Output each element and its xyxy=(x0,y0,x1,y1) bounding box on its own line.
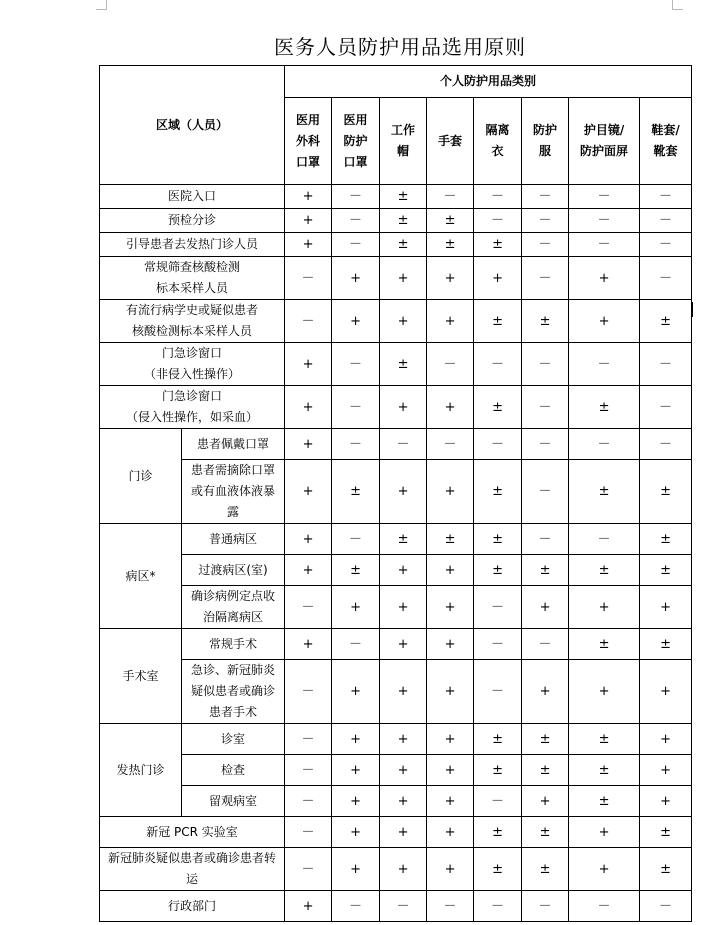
ppe-mark-cell: ± xyxy=(640,524,692,555)
table-row xyxy=(100,209,692,233)
ppe-mark-cell: + xyxy=(332,786,380,817)
table-row xyxy=(100,660,692,724)
ppe-mark-cell: + xyxy=(640,786,692,817)
ppe-mark-cell: + xyxy=(285,460,332,524)
ppe-mark-cell: ± xyxy=(474,386,522,429)
ppe-mark-cell: + xyxy=(332,848,380,891)
ppe-mark-cell: ± xyxy=(474,460,522,524)
header-column: 医用 外科 口罩 xyxy=(285,98,332,185)
ppe-mark-cell: + xyxy=(380,555,427,586)
ppe-mark-cell: － xyxy=(569,233,640,257)
row-label: 预检分诊 xyxy=(100,209,285,233)
ppe-mark-cell: + xyxy=(285,233,332,257)
table-row xyxy=(100,257,692,300)
row-label: 引导患者去发热门诊人员 xyxy=(100,233,285,257)
header-column: 隔离 衣 xyxy=(474,98,522,185)
row-label: 行政部门 xyxy=(100,891,285,922)
ppe-mark-cell: － xyxy=(285,660,332,724)
ppe-mark-cell: － xyxy=(569,524,640,555)
table-row xyxy=(100,185,692,209)
header-area: 区域（人员） xyxy=(100,66,285,185)
ppe-mark-cell: ± xyxy=(380,185,427,209)
ppe-mark-cell: + xyxy=(332,257,380,300)
table-row xyxy=(100,524,692,555)
row-label: 过渡病区(室) xyxy=(182,555,285,586)
ppe-mark-cell: + xyxy=(332,586,380,629)
ppe-mark-cell: － xyxy=(427,891,474,922)
ppe-mark-cell: + xyxy=(332,755,380,786)
ppe-mark-cell: + xyxy=(427,555,474,586)
ppe-mark-cell: + xyxy=(427,460,474,524)
table-row xyxy=(100,817,692,848)
ppe-mark-cell: － xyxy=(522,891,569,922)
row-label: 常规筛查核酸检测 标本采样人员 xyxy=(100,257,285,300)
ppe-mark-cell: + xyxy=(380,817,427,848)
ppe-mark-cell: ± xyxy=(522,817,569,848)
ppe-mark-cell: + xyxy=(380,660,427,724)
ppe-mark-cell: ± xyxy=(380,343,427,386)
ppe-mark-cell: + xyxy=(380,848,427,891)
ppe-mark-cell: － xyxy=(522,343,569,386)
ppe-mark-cell: + xyxy=(569,300,640,343)
row-group-label: 发热门诊 xyxy=(100,724,182,817)
ppe-mark-cell: － xyxy=(569,891,640,922)
ppe-mark-cell: － xyxy=(474,586,522,629)
ppe-mark-cell: + xyxy=(285,524,332,555)
ppe-mark-cell: + xyxy=(285,386,332,429)
ppe-mark-cell: ± xyxy=(474,848,522,891)
ppe-mark-cell: + xyxy=(285,629,332,660)
ppe-mark-cell: － xyxy=(332,386,380,429)
ppe-mark-cell: － xyxy=(285,755,332,786)
ppe-mark-cell: － xyxy=(522,185,569,209)
ppe-mark-cell: － xyxy=(640,386,692,429)
ppe-mark-cell: － xyxy=(332,891,380,922)
ppe-mark-cell: ± xyxy=(380,524,427,555)
ppe-mark-cell: ± xyxy=(569,786,640,817)
ppe-mark-cell: + xyxy=(640,724,692,755)
header-column: 工作 帽 xyxy=(380,98,427,185)
ppe-mark-cell: ± xyxy=(522,755,569,786)
ppe-mark-cell: ± xyxy=(640,460,692,524)
ppe-mark-cell: － xyxy=(380,891,427,922)
ppe-mark-cell: － xyxy=(640,185,692,209)
row-label: 患者需摘除口罩 或有血液体液暴 露 xyxy=(182,460,285,524)
ppe-mark-cell: － xyxy=(474,660,522,724)
ppe-mark-cell: + xyxy=(380,629,427,660)
ppe-mark-cell: ± xyxy=(522,724,569,755)
ppe-mark-cell: + xyxy=(332,724,380,755)
header-column: 护目镜/ 防护面屏 xyxy=(569,98,640,185)
row-label: 新冠 PCR 实验室 xyxy=(100,817,285,848)
ppe-mark-cell: ± xyxy=(640,848,692,891)
ppe-mark-cell: ± xyxy=(427,233,474,257)
ppe-mark-cell: ± xyxy=(522,848,569,891)
table-row xyxy=(100,891,692,922)
ppe-mark-cell: － xyxy=(285,786,332,817)
row-label: 门急诊窗口 （非侵入性操作） xyxy=(100,343,285,386)
ppe-mark-cell: － xyxy=(285,586,332,629)
ppe-mark-cell: ± xyxy=(640,555,692,586)
ppe-mark-cell: ± xyxy=(522,300,569,343)
ppe-mark-cell: + xyxy=(569,817,640,848)
ppe-mark-cell: + xyxy=(285,343,332,386)
ppe-mark-cell: － xyxy=(332,233,380,257)
ppe-mark-cell: ± xyxy=(569,755,640,786)
ppe-mark-cell: － xyxy=(640,343,692,386)
ppe-mark-cell: － xyxy=(332,429,380,460)
ppe-mark-cell: + xyxy=(569,257,640,300)
ppe-mark-cell: ± xyxy=(474,817,522,848)
table-row xyxy=(100,629,692,660)
header-column: 鞋套/ 靴套 xyxy=(640,98,692,185)
row-label: 有流行病学史或疑似患者 核酸检测标本采样人员 xyxy=(100,300,285,343)
row-label: 患者佩戴口罩 xyxy=(182,429,285,460)
ppe-mark-cell: － xyxy=(522,209,569,233)
ppe-mark-cell: ± xyxy=(332,555,380,586)
row-label: 检查 xyxy=(182,755,285,786)
ppe-mark-cell: + xyxy=(522,586,569,629)
ppe-mark-cell: + xyxy=(569,848,640,891)
ppe-mark-cell: － xyxy=(569,429,640,460)
ppe-mark-cell: － xyxy=(332,629,380,660)
ppe-mark-cell: － xyxy=(640,429,692,460)
ppe-mark-cell: + xyxy=(522,786,569,817)
ppe-mark-cell: － xyxy=(474,429,522,460)
row-label: 医院入口 xyxy=(100,185,285,209)
table-row xyxy=(100,233,692,257)
ppe-mark-cell: － xyxy=(474,343,522,386)
ppe-mark-cell: ± xyxy=(640,629,692,660)
document-title: 医务人员防护用品选用原则 xyxy=(274,35,526,59)
table-row xyxy=(100,300,692,343)
ppe-mark-cell: ± xyxy=(332,460,380,524)
ppe-mark-cell: － xyxy=(640,257,692,300)
ppe-mark-cell: － xyxy=(285,817,332,848)
ppe-mark-cell: － xyxy=(640,891,692,922)
ppe-mark-cell: + xyxy=(427,817,474,848)
ppe-mark-cell: － xyxy=(474,891,522,922)
ppe-mark-cell: ± xyxy=(474,724,522,755)
ppe-mark-cell: － xyxy=(427,185,474,209)
ppe-mark-cell: － xyxy=(474,209,522,233)
ppe-mark-cell: ± xyxy=(569,386,640,429)
ppe-mark-cell: + xyxy=(285,555,332,586)
ppe-mark-cell: － xyxy=(640,233,692,257)
ppe-mark-cell: ± xyxy=(427,524,474,555)
ppe-mark-cell: － xyxy=(522,257,569,300)
ppe-mark-cell: + xyxy=(285,209,332,233)
ppe-mark-cell: + xyxy=(427,300,474,343)
ppe-mark-cell: ± xyxy=(522,555,569,586)
ppe-mark-cell: － xyxy=(522,429,569,460)
ppe-mark-cell: + xyxy=(380,755,427,786)
ppe-mark-cell: － xyxy=(640,209,692,233)
ppe-mark-cell: ± xyxy=(474,755,522,786)
ppe-mark-cell: + xyxy=(285,891,332,922)
ppe-mark-cell: + xyxy=(522,660,569,724)
ppe-mark-cell: － xyxy=(285,257,332,300)
header-group: 个人防护用品类别 xyxy=(285,66,692,98)
ppe-mark-cell: + xyxy=(640,586,692,629)
row-label: 急诊、新冠肺炎 疑似患者或确诊 患者手术 xyxy=(182,660,285,724)
ppe-mark-cell: － xyxy=(474,786,522,817)
ppe-mark-cell: + xyxy=(474,257,522,300)
ppe-mark-cell: － xyxy=(285,848,332,891)
ppe-mark-cell: － xyxy=(332,343,380,386)
ppe-mark-cell: － xyxy=(522,386,569,429)
table-row xyxy=(100,848,692,891)
ppe-mark-cell: － xyxy=(569,209,640,233)
ppe-mark-cell: + xyxy=(380,300,427,343)
ppe-mark-cell: + xyxy=(569,586,640,629)
row-label: 门急诊窗口 （侵入性操作，如采血） xyxy=(100,386,285,429)
table-row xyxy=(100,724,692,755)
row-label: 普通病区 xyxy=(182,524,285,555)
row-label: 新冠肺炎疑似患者或确诊患者转 运 xyxy=(100,848,285,891)
ppe-mark-cell: + xyxy=(380,586,427,629)
ppe-mark-cell: ± xyxy=(474,555,522,586)
ppe-mark-cell: － xyxy=(569,343,640,386)
header-column: 手套 xyxy=(427,98,474,185)
table-row xyxy=(100,386,692,429)
header-column: 防护 服 xyxy=(522,98,569,185)
ppe-mark-cell: － xyxy=(332,524,380,555)
ppe-mark-cell: － xyxy=(380,429,427,460)
ppe-mark-cell: + xyxy=(380,460,427,524)
ppe-mark-cell: ± xyxy=(474,233,522,257)
ppe-mark-cell: + xyxy=(640,660,692,724)
table-row xyxy=(100,586,692,629)
ppe-mark-cell: ± xyxy=(569,460,640,524)
table-row xyxy=(100,460,692,524)
ppe-mark-cell: + xyxy=(427,786,474,817)
table-row xyxy=(100,343,692,386)
ppe-mark-cell: + xyxy=(427,586,474,629)
table-row xyxy=(100,555,692,586)
ppe-mark-cell: － xyxy=(522,629,569,660)
ppe-mark-cell: － xyxy=(522,233,569,257)
ppe-mark-cell: ± xyxy=(474,300,522,343)
ppe-mark-cell: + xyxy=(332,817,380,848)
row-label: 确诊病例定点收 治隔离病区 xyxy=(182,586,285,629)
page-corner-mark-left xyxy=(96,0,107,10)
ppe-mark-cell: ± xyxy=(474,524,522,555)
ppe-mark-cell: ± xyxy=(427,209,474,233)
ppe-mark-cell: － xyxy=(522,524,569,555)
row-group-label: 手术室 xyxy=(100,629,182,724)
ppe-mark-cell: + xyxy=(569,660,640,724)
ppe-mark-cell: － xyxy=(569,185,640,209)
ppe-mark-cell: + xyxy=(640,755,692,786)
ppe-mark-cell: － xyxy=(332,185,380,209)
ppe-mark-cell: + xyxy=(380,724,427,755)
ppe-mark-cell: ± xyxy=(569,724,640,755)
ppe-mark-cell: + xyxy=(332,660,380,724)
ppe-mark-cell: + xyxy=(427,386,474,429)
ppe-mark-cell: ± xyxy=(640,817,692,848)
ppe-mark-cell: ± xyxy=(380,209,427,233)
row-group-label: 门诊 xyxy=(100,429,182,524)
table-row xyxy=(100,786,692,817)
ppe-mark-cell: ± xyxy=(380,233,427,257)
ppe-mark-cell: － xyxy=(285,300,332,343)
ppe-mark-cell: + xyxy=(427,629,474,660)
ppe-mark-cell: － xyxy=(285,724,332,755)
ppe-mark-cell: － xyxy=(427,343,474,386)
ppe-mark-cell: － xyxy=(474,185,522,209)
ppe-mark-cell: ± xyxy=(569,629,640,660)
row-group-label: 病区* xyxy=(100,524,182,629)
ppe-mark-cell: + xyxy=(427,257,474,300)
ppe-mark-cell: － xyxy=(522,460,569,524)
ppe-mark-cell: + xyxy=(427,848,474,891)
table-row xyxy=(100,429,692,460)
ppe-mark-cell: + xyxy=(427,755,474,786)
header-column: 医用 防护 口罩 xyxy=(332,98,380,185)
ppe-mark-cell: ± xyxy=(640,300,692,343)
table-row xyxy=(100,755,692,786)
ppe-mark-cell: + xyxy=(427,660,474,724)
ppe-mark-cell: + xyxy=(380,786,427,817)
ppe-mark-cell: － xyxy=(332,209,380,233)
page-corner-mark-right xyxy=(672,0,683,10)
ppe-mark-cell: － xyxy=(474,629,522,660)
ppe-mark-cell: + xyxy=(285,429,332,460)
row-label: 常规手术 xyxy=(182,629,285,660)
ppe-mark-cell: + xyxy=(380,257,427,300)
row-label: 留观病室 xyxy=(182,786,285,817)
row-label: 诊室 xyxy=(182,724,285,755)
ppe-mark-cell: ± xyxy=(569,555,640,586)
ppe-mark-cell: － xyxy=(427,429,474,460)
text-cursor xyxy=(692,302,693,317)
ppe-mark-cell: + xyxy=(332,300,380,343)
ppe-mark-cell: + xyxy=(427,724,474,755)
ppe-mark-cell: + xyxy=(285,185,332,209)
ppe-table xyxy=(99,65,692,922)
ppe-mark-cell: + xyxy=(380,386,427,429)
